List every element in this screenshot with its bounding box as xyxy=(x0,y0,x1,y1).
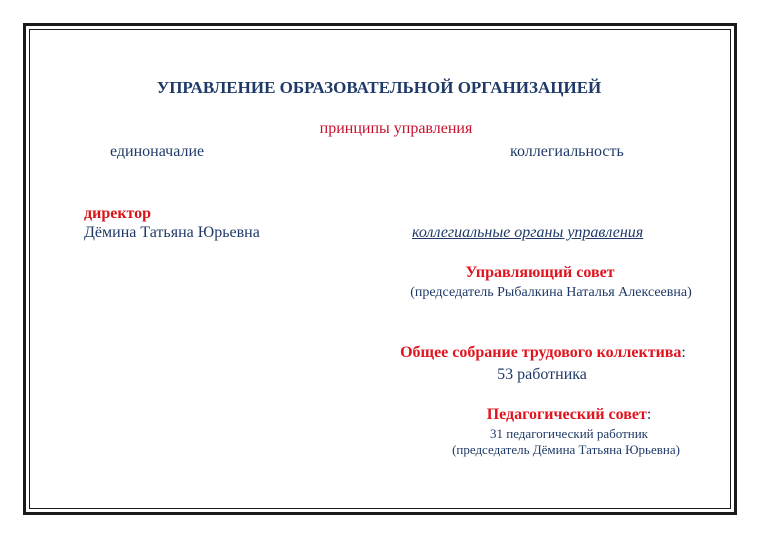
governing-council-name: Управляющий совет xyxy=(465,264,615,281)
general-assembly-count: 53 работника xyxy=(497,366,587,383)
governing-council-chair: (председатель Рыбалкина Наталья Алексеевна) xyxy=(410,285,692,300)
collegiality-heading: коллегиальность xyxy=(510,143,624,160)
pedagogical-council-block xyxy=(0,407,758,423)
principles-label: принципы управления xyxy=(319,120,473,137)
collegial-bodies-heading: коллегиальные органы управления xyxy=(412,224,644,241)
director-name: Дёмина Татьяна Юрьевна xyxy=(84,224,260,241)
pedagogical-council-chair: (председатель Дёмина Татьяна Юрьевна) xyxy=(452,442,680,457)
pedagogical-council-name: Педагогический совет xyxy=(486,406,647,423)
general-assembly-block xyxy=(0,345,758,361)
pedagogical-council-count: 31 педагогический работник xyxy=(490,426,648,441)
director-title: директор xyxy=(84,205,152,222)
unity-of-command-heading: единоначалие xyxy=(110,143,205,160)
page-title: УПРАВЛЕНИЕ ОБРАЗОВАТЕЛЬНОЙ ОРГАНИЗАЦИЕЙ xyxy=(156,78,602,97)
governing-council-block xyxy=(0,265,758,281)
general-assembly-name: Общее собрание трудового коллектива xyxy=(400,344,682,361)
pedagogical-council-colon: : xyxy=(646,406,652,423)
general-assembly-colon: : xyxy=(681,344,686,361)
